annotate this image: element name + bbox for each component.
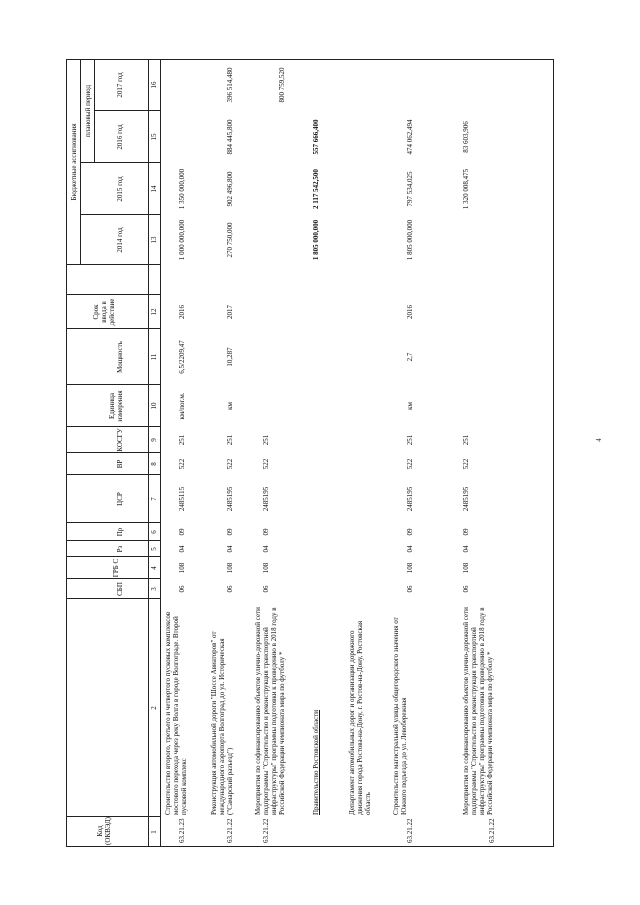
col-divider [66, 540, 160, 541]
col-divider [66, 816, 160, 817]
row-code: 63.21.22 [262, 818, 270, 843]
section-2014: 1 805 000,000 [312, 219, 320, 261]
row-pr: 09 [226, 528, 234, 536]
header-rz: Рз [116, 545, 124, 553]
row-kosgu: 251 [178, 434, 186, 446]
col-num: 5 [150, 547, 158, 551]
header-power: Мощность [116, 341, 124, 373]
row-pr: 09 [262, 528, 270, 536]
row-sbp: 06 [406, 585, 414, 593]
row-grbs: 108 [226, 562, 234, 574]
header-2015: 2015 год [116, 176, 124, 202]
row-grbs: 108 [462, 562, 470, 574]
col-num: 9 [150, 438, 158, 442]
row-rz: 04 [178, 545, 186, 553]
header-vr: ВР [116, 459, 124, 469]
row-grbs: 108 [406, 562, 414, 574]
header-num-line [148, 59, 149, 847]
row-vr: 522 [462, 458, 470, 470]
header-pr: Пр [116, 527, 124, 537]
section-2015: 2 117 542,500 [312, 169, 320, 209]
row-grbs: 108 [178, 562, 186, 574]
row-code: 63.21.22 [406, 818, 414, 843]
row-2017: 800 759,520 [278, 67, 286, 103]
row-pr: 09 [406, 528, 414, 536]
col-num: 14 [150, 185, 158, 193]
col-num: 12 [150, 308, 158, 316]
row-2014: 1 805 000,000 [406, 219, 414, 261]
row-power: 10,287 [226, 347, 234, 367]
row-csr: 2485195 [226, 486, 234, 512]
row-name: Строительство магистральной улицы общегородского значения от Южного подъезда до ул. Левобережная [392, 617, 408, 815]
row-vr: 522 [262, 458, 270, 470]
col-num: 1 [150, 830, 158, 834]
rotated-table [66, 59, 554, 847]
row-code: 63.21.23 [178, 818, 186, 843]
col-num: 11 [150, 353, 158, 361]
page-number: 4 [594, 438, 603, 442]
row-sbp: 06 [226, 585, 234, 593]
row-sbp: 06 [178, 585, 186, 593]
row-name: Реконструкция автомобильной дороги "Шоссе Авиаторов" от международного аэропорта Волгоград до ул. Историческая ("Самарский разъезд") [210, 631, 234, 815]
row-2014: 270 750,000 [226, 222, 234, 258]
col-divider [66, 328, 160, 329]
row-term: 2017 [226, 305, 234, 319]
row-kosgu: 251 [226, 434, 234, 446]
section-2016: 557 666,400 [312, 119, 320, 155]
header-code: Код (ОКВЭД) [96, 817, 112, 845]
row-name: Строительство второго, третьего и четвертого пусковых комплексов мостового перехода через реку Волга в городе Волгограде. Второй пусковой комплекс [164, 611, 188, 815]
header-csr: ЦСР [116, 492, 124, 506]
row-rz: 04 [406, 545, 414, 553]
row-csr: 2485115 [178, 486, 186, 512]
row-unit: км [226, 402, 234, 410]
row-name: Мероприятия по софинансированию объектов улично-дорожной сети подпрограммы "Строительство и реконструкция транспортной инфраструктуры" программы подготовки к проведению в 2018 году в Российской Федерации чемпионата мира по футболу * [462, 607, 494, 815]
header-sbp: СБП [116, 582, 124, 596]
row-2016: 884 445,800 [226, 119, 234, 155]
row-grbs: 108 [262, 562, 270, 574]
row-2015: 1 350 000,000 [178, 168, 186, 210]
header-term: Срок ввода в действие [92, 298, 116, 326]
row-kosgu: 251 [462, 434, 470, 446]
col-num: 15 [150, 133, 158, 141]
row-vr: 522 [406, 458, 414, 470]
header-planned: плановый период [84, 84, 92, 138]
col-divider [66, 452, 160, 453]
col-divider [66, 474, 160, 475]
row-pr: 09 [462, 528, 470, 536]
row-unit: км [406, 402, 414, 410]
col-divider [66, 264, 160, 265]
row-2017: 396 514,480 [226, 67, 234, 103]
row-kosgu: 251 [406, 434, 414, 446]
col-num: 16 [150, 81, 158, 89]
row-csr: 2485195 [406, 486, 414, 512]
row-2014: 1 000 000,000 [178, 219, 186, 261]
col-num: 8 [150, 462, 158, 466]
col-divider [66, 522, 160, 523]
col-num: 7 [150, 497, 158, 501]
row-vr: 522 [178, 458, 186, 470]
row-csr: 2485195 [462, 486, 470, 512]
header-2017: 2017 год [116, 72, 124, 98]
col-num: 2 [150, 706, 158, 710]
row-code: 63.21.22 [488, 818, 496, 843]
planned-sub-line [94, 59, 95, 163]
subsection-title: Департамент автомобильных дорог и организации дорожного движения города Ростова-на-Дону, г. Ростов-на-Дону, Ростовская область [348, 620, 372, 815]
row-rz: 04 [462, 545, 470, 553]
row-name: Мероприятия по софинансированию объектов улично-дорожной сети подпрограммы "Строительство и реконструкция транспортной инфраструктуры" программы подготовки к проведению в 2018 году в Российской Федерации чемпионата мира по футболу * [254, 607, 286, 815]
col-divider [66, 598, 160, 599]
header-2014: 2014 год [116, 227, 124, 253]
row-term: 2016 [178, 305, 186, 319]
row-rz: 04 [262, 545, 270, 553]
row-kosgu: 251 [262, 434, 270, 446]
col-num: 6 [150, 530, 158, 534]
header-unit: Единица измерения [108, 390, 124, 422]
header-kosgu: КОСГУ [116, 428, 124, 452]
row-2015: 902 496,800 [226, 171, 234, 207]
row-sbp: 06 [262, 585, 270, 593]
row-pr: 09 [178, 528, 186, 536]
row-2016: 474 062,494 [406, 119, 414, 155]
col-num: 13 [150, 236, 158, 244]
row-2015: 1 320 008,475 [462, 168, 470, 210]
header-grbs: ГРБ С [112, 558, 120, 578]
col-divider [66, 294, 160, 295]
header-bottom-line [160, 59, 161, 847]
row-2015: 797 534,025 [406, 171, 414, 207]
row-vr: 522 [226, 458, 234, 470]
row-power: 2,7 [406, 352, 414, 362]
row-term: 2016 [406, 305, 414, 319]
row-2016: 83 603,906 [462, 121, 470, 153]
col-num: 3 [150, 587, 158, 591]
header-budget: Бюджетные ассигнования [70, 123, 78, 201]
col-num: 10 [150, 402, 158, 410]
row-sbp: 06 [462, 585, 470, 593]
col-num: 4 [150, 566, 158, 570]
row-csr: 2485195 [262, 486, 270, 512]
row-unit: км/пог.м. [178, 392, 186, 420]
row-rz: 04 [226, 545, 234, 553]
header-2016: 2016 год [116, 124, 124, 150]
row-code: 63.21.22 [226, 818, 234, 843]
section-title: Правительство Ростовской области [312, 709, 320, 815]
row-power: 6,5/2209,47 [178, 340, 186, 374]
